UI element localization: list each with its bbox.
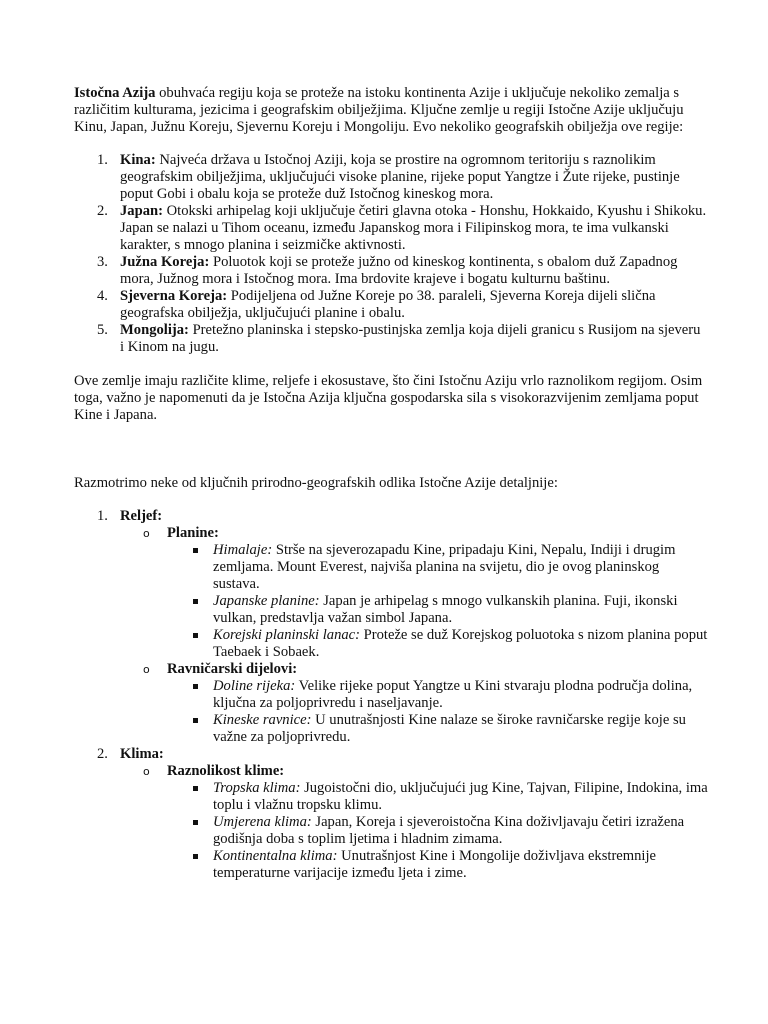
bullet-text: Strše na sjeverozapadu Kine, pripadaju Kini, Nepalu, Indiji i drugim zemljama. Mount Everest, najviša planina na svijetu, dio je ovog planinskog sustava. <box>213 542 676 592</box>
intro-text: obuhvaća regiju koja se proteže na istoku kontinenta Azije i uključuje nekoliko zemalja s različitim kulturama, jezicima i geografskim obilježjima. Ključne zemlje u regiji Istočne Azije uključuju Kinu, Japan, Južnu Koreju, Sjevernu Koreju i Mongoliju. Evo nekoliko geografskih obilježja ove regije: <box>74 85 684 135</box>
intro-bold-term: Istočna Azija <box>74 85 156 101</box>
country-name: Kina: <box>120 152 156 168</box>
subsection-title: Ravničarski dijelovi: <box>167 661 298 677</box>
closing-paragraph: Ove zemlje imaju različite klime, reljefe i ekosustave, što čini Istočnu Aziju vrlo raznolikom regijom. Osim toga, važno je napomenuti da je Istočna Azija ključna gospodarska sila s visokorazvijenim zemljama poput Kine i Japana. <box>74 373 703 423</box>
list-number: 1. <box>97 508 108 524</box>
square-bullet-icon <box>193 718 198 723</box>
bullet-text: Japan je arhipelag s mnogo vulkanskih planina. Fuji, ikonski vulkan, predstavlja važan simbol Japana. <box>213 593 678 626</box>
subsection-title: Planine: <box>167 525 219 541</box>
square-bullet-icon <box>193 548 198 553</box>
circle-bullet-icon: o <box>143 663 150 676</box>
list-item <box>74 322 708 356</box>
country-text: Poluotok koji se proteže južno od kineskog kontinenta, s obalom duž Zapadnog mora, Južnog mora i Istočnog mora. Ima brdovite krajeve i bogatu kulturnu baštinu. <box>120 254 678 287</box>
bullet-term: Kineske ravnice: <box>213 712 312 728</box>
country-name: Južna Koreja: <box>120 254 210 270</box>
bullet-item <box>167 780 708 814</box>
bullet-list <box>167 678 708 746</box>
bullet-text: Proteže se duž Korejskog poluotoka s nizom planina poput Taebaek i Sobaek. <box>213 627 708 660</box>
square-bullet-icon <box>193 820 198 825</box>
square-bullet-icon <box>193 684 198 689</box>
lead-paragraph: Razmotrimo neke od ključnih prirodno-geografskih odlika Istočne Azije detaljnije: <box>74 475 558 491</box>
country-text: Najveća država u Istočnoj Aziji, koja se prostire na ogromnom teritoriju s raznolikim geografskim obilježjima, uključujući visoke planine, rijeke poput Yangtze i Žute rijeke, pustinje poput Gobi i obalu koja se proteže duž Istočnog kineskog mora. <box>120 152 680 202</box>
country-text: Otokski arhipelag koji uključuje četiri glavna otoka - Honshu, Hokkaido, Kyushu i Shikoku. Japan se nalazi u Tihom oceanu, između Japanskog mora i Filipinskog mora, te ima vulkanski karakter, s mnogo planina i seizmičke aktivnosti. <box>120 203 707 253</box>
sublist <box>120 763 708 882</box>
bullet-text: U unutrašnjosti Kine nalaze se široke ravničarske regije koje su važne za poljoprivredu. <box>213 712 686 745</box>
bullet-item <box>167 627 708 661</box>
bullet-list <box>167 780 708 882</box>
square-bullet-icon <box>193 633 198 638</box>
list-number: 2. <box>97 746 108 762</box>
section-title: Klima: <box>120 746 164 762</box>
bullet-item <box>167 542 708 593</box>
list-number: 5. <box>97 322 108 338</box>
bullet-term: Umjerena klima: <box>213 814 312 830</box>
list-item <box>74 203 708 254</box>
country-text: Podijeljena od Južne Koreje po 38. paraleli, Sjeverna Koreja dijeli slična geografska obilježja, uključujući planine i obalu. <box>120 288 656 321</box>
subsection-title: Raznolikost klime: <box>167 763 285 779</box>
list-item <box>74 288 708 322</box>
list-number: 2. <box>97 203 108 219</box>
bullet-list <box>167 542 708 661</box>
list-number: 3. <box>97 254 108 270</box>
bullet-term: Japanske planine: <box>213 593 320 609</box>
bullet-item <box>167 814 708 848</box>
bullet-text: Velike rijeke poput Yangtze u Kini stvaraju plodna područja dolina, ključna za poljoprivredu i naseljavanje. <box>213 678 693 711</box>
intro-paragraph <box>74 85 708 136</box>
country-name: Mongolija: <box>120 322 189 338</box>
subsection-mountains <box>120 525 708 661</box>
bullet-text: Jugoistočni dio, uključujući jug Kine, Tajvan, Filipine, Indokina, ima toplu i vlažnu tropsku klimu. <box>213 780 708 813</box>
bullet-term: Tropska klima: <box>213 780 301 796</box>
bullet-term: Kontinentalna klima: <box>213 848 338 864</box>
outline-item-climate <box>74 746 708 882</box>
country-text: Pretežno planinska i stepsko-pustinjska zemlja koja dijeli granicu s Rusijom na sjeveru i Kinom na jugu. <box>120 322 701 355</box>
bullet-text: Japan, Koreja i sjeveroistočna Kina doživljavaju četiri izražena godišnja doba s toplim ljetima i hladnim zimama. <box>213 814 685 847</box>
square-bullet-icon <box>193 854 198 859</box>
outline-list <box>74 508 708 882</box>
list-item <box>74 254 708 288</box>
list-number: 4. <box>97 288 108 304</box>
bullet-item <box>167 848 708 882</box>
square-bullet-icon <box>193 786 198 791</box>
section-title: Reljef: <box>120 508 163 524</box>
bullet-term: Korejski planinski lanac: <box>213 627 360 643</box>
circle-bullet-icon: o <box>143 765 150 778</box>
bullet-text: Unutrašnjost Kine i Mongolije doživljava ekstremnije temperaturne varijacije između ljeta i zime. <box>213 848 657 881</box>
subsection-climate-variety <box>120 763 708 882</box>
country-name: Sjeverna Koreja: <box>120 288 228 304</box>
circle-bullet-icon: o <box>143 527 150 540</box>
bullet-item <box>167 712 708 746</box>
bullet-item <box>167 593 708 627</box>
bullet-term: Himalaje: <box>213 542 273 558</box>
sublist <box>120 525 708 746</box>
square-bullet-icon <box>193 599 198 604</box>
list-item <box>74 152 708 203</box>
list-number: 1. <box>97 152 108 168</box>
outline-item-relief <box>74 508 708 746</box>
subsection-plains <box>120 661 708 746</box>
countries-list <box>74 152 708 356</box>
bullet-item <box>167 678 708 712</box>
country-name: Japan: <box>120 203 163 219</box>
bullet-term: Doline rijeka: <box>213 678 296 694</box>
